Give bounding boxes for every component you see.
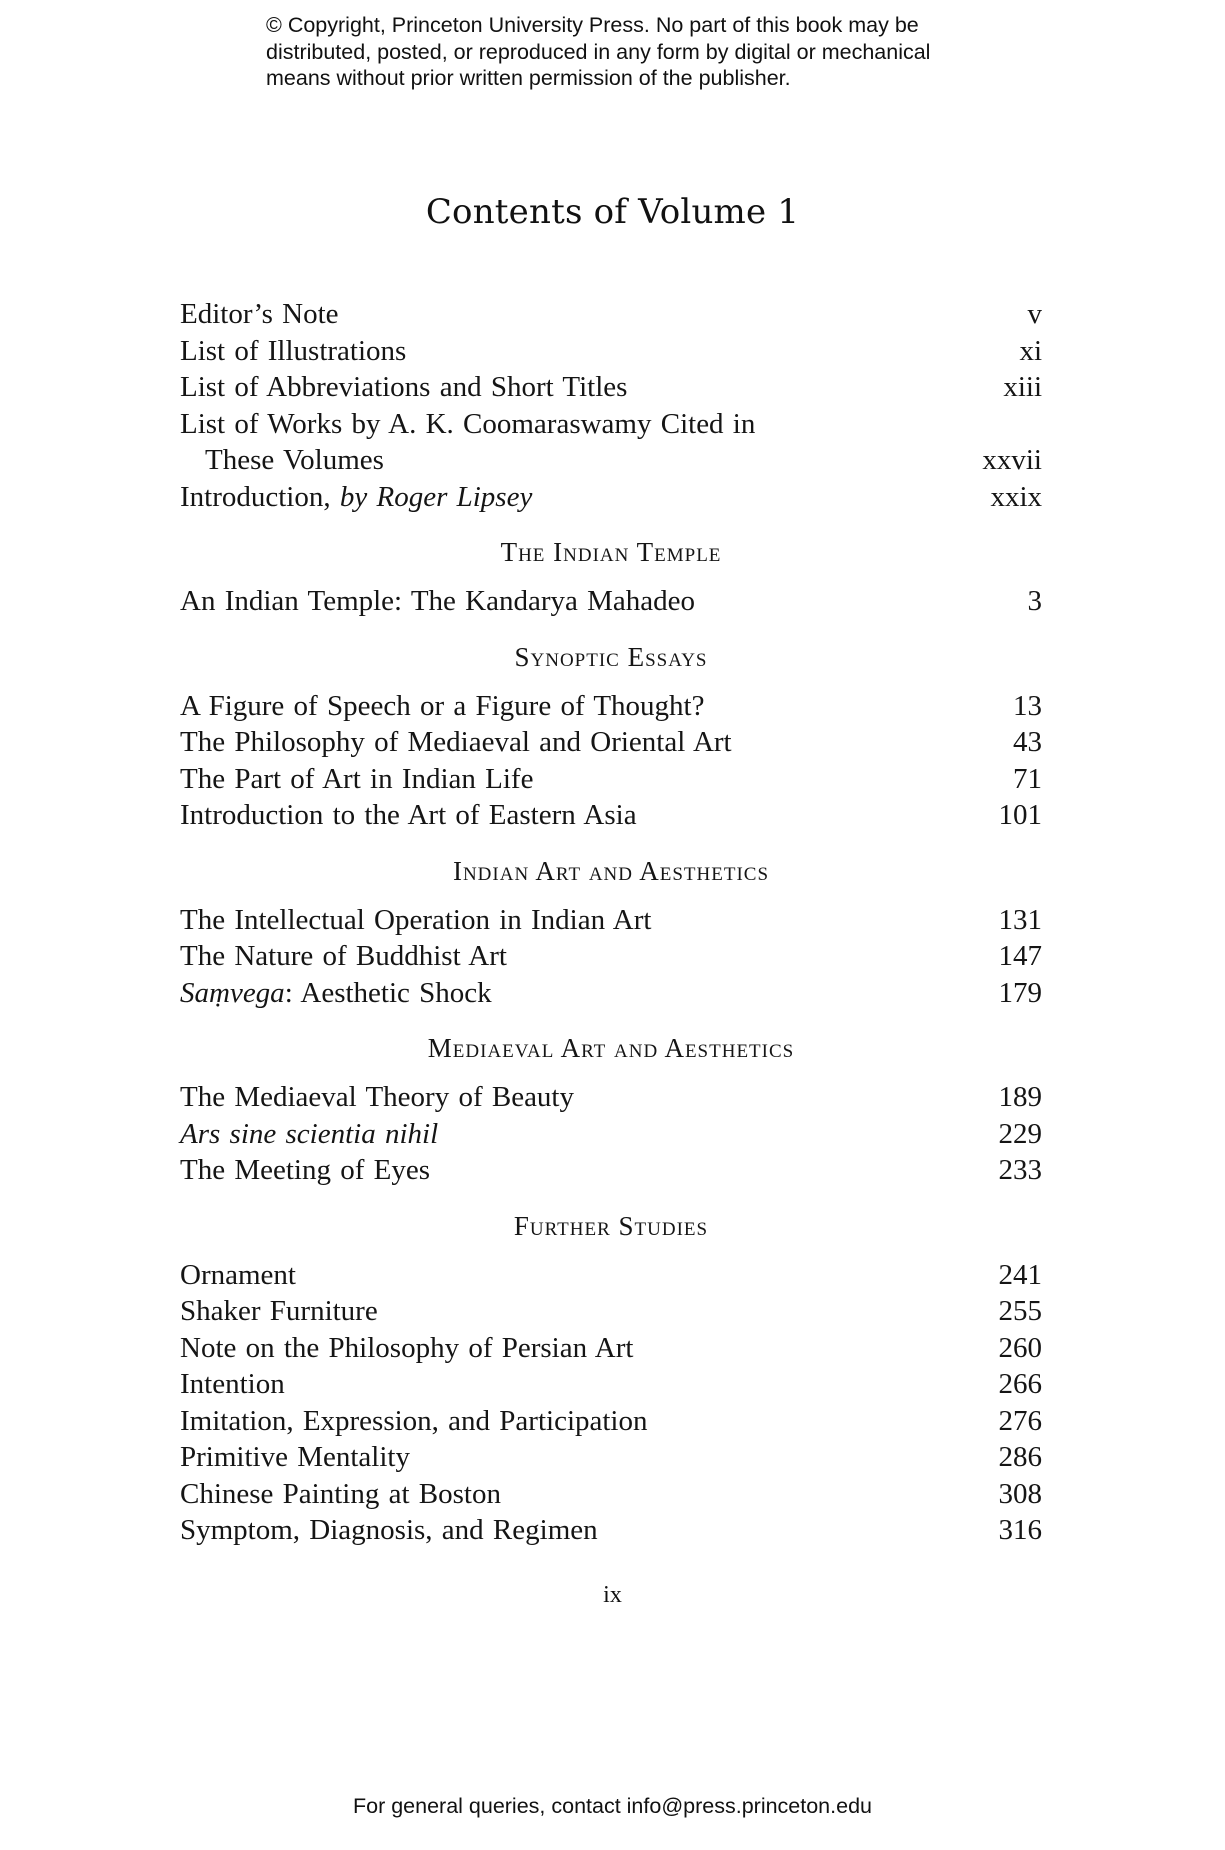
toc-entry-page: 266 — [998, 1368, 1042, 1400]
toc-entry — [180, 1293, 1042, 1330]
toc-entry — [180, 975, 1042, 1012]
section-heading: Further Studies — [513, 1210, 709, 1241]
toc-entry — [180, 797, 1042, 834]
toc-entry — [180, 1439, 1042, 1476]
toc-entry-title: List of Illustrations — [180, 334, 407, 367]
toc-entry-page: 316 — [998, 1514, 1042, 1546]
toc-entry-page: xxix — [990, 480, 1042, 513]
toc-entry — [180, 1116, 1042, 1153]
toc-entry-page: 276 — [998, 1404, 1042, 1437]
toc-entry-page: 13 — [1013, 689, 1042, 722]
toc-entry-title — [180, 975, 820, 1012]
toc-entry-title: The Philosophy of Mediaeval and Oriental Art — [180, 726, 732, 758]
toc-entry-page: xiii — [1003, 371, 1042, 403]
toc-entry-page: 308 — [998, 1477, 1042, 1510]
toc-entry-page: 229 — [998, 1117, 1042, 1150]
toc-entry — [180, 1257, 1042, 1294]
toc-entry-page: 179 — [998, 976, 1042, 1009]
toc-entry-author: by Roger Lipsey — [339, 480, 533, 513]
section-heading: Synoptic Essays — [514, 641, 708, 672]
toc-entry — [180, 333, 1042, 370]
toc-entry-page: 71 — [1013, 762, 1042, 795]
toc-entry-title: Chinese Painting at Boston — [180, 1477, 501, 1510]
toc-entry-page: 3 — [1027, 585, 1042, 617]
toc-entry-title: The Nature of Buddhist Art — [180, 940, 507, 972]
toc-entry-title: List of Abbreviations and Short Titles — [180, 371, 628, 403]
toc-entry-page: 260 — [998, 1331, 1042, 1364]
toc-entry-title: Editor’s Note — [180, 298, 339, 330]
toc-entry-title-text: : Aesthetic Shock — [284, 976, 492, 1009]
toc-entry — [180, 1476, 1042, 1513]
toc-entry-page: 131 — [998, 903, 1042, 936]
copyright-line: © Copyright, Princeton University Press. No part of this book may be — [266, 13, 919, 37]
toc-entry-title — [180, 479, 820, 516]
toc-entry-page: 189 — [998, 1081, 1042, 1113]
toc-entry — [180, 1403, 1042, 1440]
toc-entry-title: The Mediaeval Theory of Beauty — [180, 1081, 574, 1113]
toc-entry — [180, 1079, 1042, 1116]
toc-entry-title: The Part of Art in Indian Life — [180, 762, 534, 795]
toc-entry-page: 233 — [998, 1154, 1042, 1186]
toc-entry-title: Primitive Mentality — [180, 1441, 410, 1473]
toc-entry-page: 43 — [1013, 726, 1042, 758]
toc-entry-page: xxvii — [982, 444, 1042, 476]
toc-entry-title: Ornament — [180, 1258, 296, 1291]
toc-entry — [180, 583, 1042, 620]
toc-entry-title-text: Introduction, — [180, 480, 331, 513]
toc-entry-title: An Indian Temple: The Kandarya Mahadeo — [180, 585, 696, 617]
toc-entry — [180, 724, 1042, 761]
toc-entry-title: Shaker Furniture — [180, 1295, 378, 1327]
toc-entry-page: v — [1027, 298, 1042, 330]
page-number: ix — [603, 1582, 622, 1608]
toc-entry-title: List of Works by A. K. Coomaraswamy Cited in — [180, 407, 756, 440]
toc-entry-page: 147 — [998, 940, 1042, 972]
toc-entry — [180, 902, 1042, 939]
toc-entry — [180, 1152, 1042, 1189]
toc-entry — [180, 369, 1042, 406]
copyright-line: means without prior written permission of the publisher. — [266, 66, 791, 90]
toc-entry-title: Ars sine scientia nihil — [180, 1117, 439, 1150]
toc-entry-title: Imitation, Expression, and Participation — [180, 1404, 648, 1437]
section-heading: Indian Art and Aesthetics — [452, 855, 770, 886]
toc-entry-page: 101 — [998, 799, 1042, 831]
copyright-notice — [266, 12, 1026, 92]
toc-entry-title-italic: Saṃvega — [180, 976, 285, 1009]
toc-entry-title: Symptom, Diagnosis, and Regimen — [180, 1514, 598, 1546]
toc-entry-page: 241 — [998, 1258, 1042, 1291]
toc-entry-title: The Meeting of Eyes — [180, 1154, 431, 1186]
toc-entry-title: A Figure of Speech or a Figure of Thought? — [180, 689, 705, 722]
toc-entry-page: 286 — [998, 1441, 1042, 1473]
table-of-contents — [180, 296, 1042, 1549]
toc-entry-title: Introduction to the Art of Eastern Asia — [180, 799, 637, 831]
toc-entry — [180, 1330, 1042, 1367]
toc-entry-title: Intention — [180, 1368, 285, 1400]
section-heading: The Indian Temple — [500, 537, 722, 567]
toc-entry-page: xi — [1019, 334, 1042, 367]
toc-entry — [180, 479, 1042, 516]
toc-entry — [180, 1512, 1042, 1549]
copyright-line: distributed, posted, or reproduced in any form by digital or mechanical — [266, 39, 931, 64]
toc-entry-page: 255 — [998, 1295, 1042, 1327]
toc-entry — [180, 761, 1042, 798]
toc-entry — [180, 938, 1042, 975]
toc-entry — [180, 1366, 1042, 1403]
toc-entry-title: The Intellectual Operation in Indian Art — [180, 903, 652, 936]
toc-entry-title: Note on the Philosophy of Persian Art — [180, 1331, 634, 1364]
section-heading: Mediaeval Art and Aesthetics — [427, 1033, 795, 1063]
toc-entry-title-continued: These Volumes — [205, 444, 384, 476]
toc-entry — [180, 296, 1042, 333]
footer-contact: For general queries, contact info@press.princeton.edu — [352, 1794, 872, 1818]
toc-entry — [180, 688, 1042, 725]
page-title: Contents of Volume 1 — [425, 192, 800, 232]
toc-entry — [180, 406, 1042, 479]
